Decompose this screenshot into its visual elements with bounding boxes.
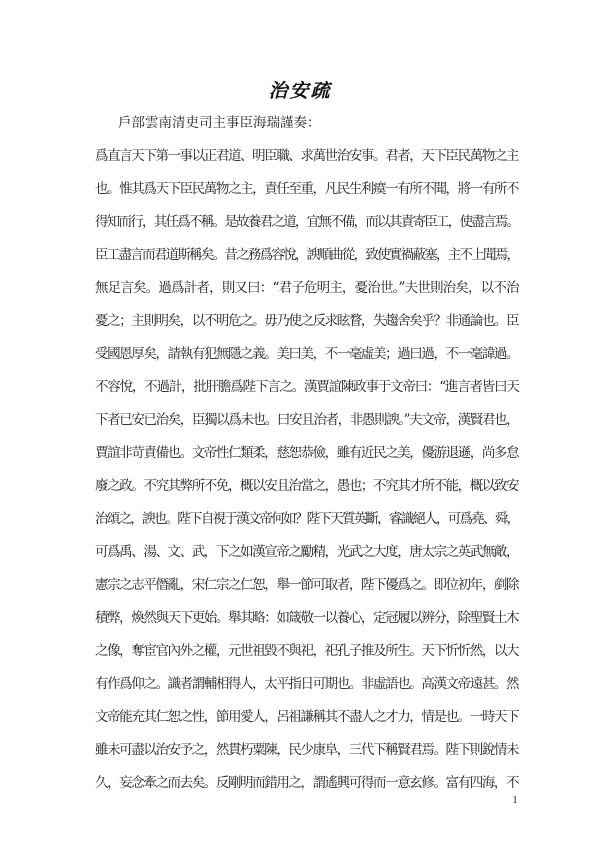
text-line: 之像，奪宦官內外之權，元世祖毀不與祀，祀孔子推及所生。天下忻忻然，以大 <box>95 643 519 659</box>
text-line: 爲直言天下第一事以正君道、明臣職、求萬世治安事。君者，天下臣民萬物之主 <box>95 148 519 164</box>
text-line: 積弊，煥然與天下更始。舉其略：如箴敬一以養心，定冠履以辨分，除聖賢土木 <box>95 610 519 626</box>
text-line: 久，妄念牽之而去矣。反剛明而錯用之，謂遙興可得而一意玄修。富有四海，不 <box>95 775 519 791</box>
text-line: 可爲禹、湯、文、武，下之如漢宣帝之勵精，光武之大度，唐太宗之英武無敵， <box>95 544 519 560</box>
text-line: 也。惟其爲天下臣民萬物之主，責任至重，凡民生利瘼一有所不聞，將一有所不 <box>95 181 519 197</box>
text-line: 廢之政。不究其弊所不免，概以安且治當之，愚也；不究其才所不能，概以致安 <box>95 478 519 494</box>
document-title: 治安疏 <box>268 80 332 102</box>
text-line: 文帝能充其仁恕之性，節用愛人，呂祖謙稱其不盡人之才力，情是也。一時天下 <box>95 709 519 725</box>
text-line: 雖未可盡以治安予之，然貫朽粟陳，民少康阜，三代下稱賢君焉。陛下則銳情未 <box>95 742 519 758</box>
text-line: 無足言矣。過爲計者，則又曰：“君子危明主，憂治世。”夫世則治矣，以不治 <box>95 280 519 296</box>
text-line: 有作爲仰之。識者謂輔相得人，太平指日可期也。非虛語也。高漢文帝遠甚。然 <box>95 676 519 692</box>
memorial-signature: 戶部雲南清吏司主事臣海瑞謹奏： <box>118 115 321 131</box>
text-line: 得知而行，其任爲不稱。是故養君之道，宜無不備，而以其責寄臣工，使盡言焉。 <box>95 214 519 230</box>
text-line: 賈誼非苛責備也。文帝性仁類柔，慈恕恭儉，雖有近民之美，優游退遜，尚多怠 <box>95 445 519 461</box>
text-line: 不容悅，不過計，批肝膽爲陛下言之。漢賈誼陳政事于文帝曰：“進言者皆曰天 <box>95 379 519 395</box>
text-line: 憲宗之志平僭亂，宋仁宗之仁恕，舉一節可取者，陛下優爲之。即位初年，剷除 <box>95 577 519 593</box>
text-line: 憂之；主則明矣，以不明危之。毋乃使之反求眩瞀，失趨舍矣乎？非通論也。臣 <box>95 313 519 329</box>
text-line: 下者已安已治矣，臣獨以爲未也。曰安且治者，非愚則諛。”夫文帝，漢賢君也， <box>95 412 519 428</box>
text-line: 受國恩厚矣，請執有犯無隱之義。美曰美，不一毫虛美；過曰過，不一毫諱過。 <box>95 346 519 362</box>
page-number: 1 <box>512 794 518 806</box>
text-line: 臣工盡言而君道斯稱矣。昔之務爲容悅，諛順曲從，致使實禍蔽塞，主不上聞焉， <box>95 247 519 263</box>
text-line: 治頌之，諛也。陛下自視于漢文帝何如？陛下天質英斷，睿識絕人，可爲堯、舜， <box>95 511 519 527</box>
